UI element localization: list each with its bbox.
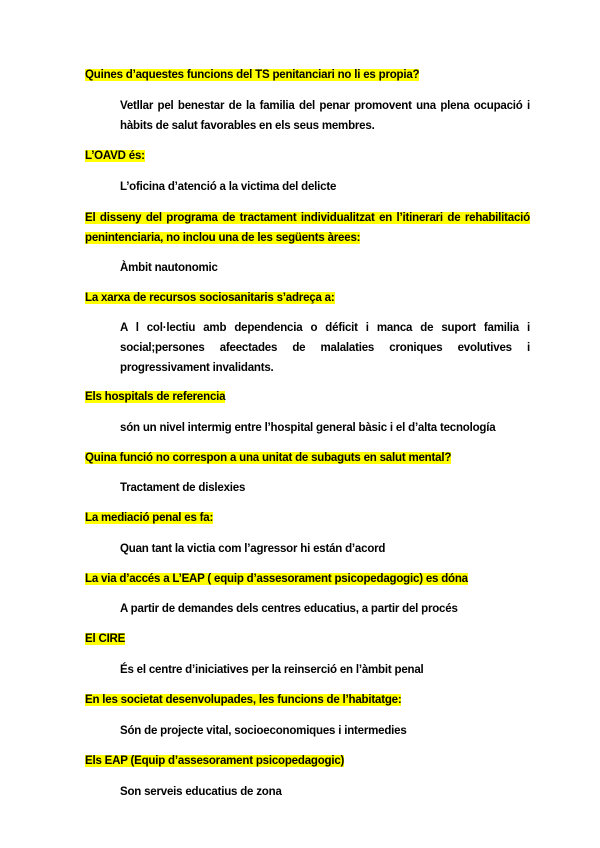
- question-11: Els EAP (Equip d’assesorament psicopedagogic): [85, 755, 345, 767]
- answer-10: Són de projecte vital, socioeconomiques i intermedies: [120, 725, 407, 737]
- question-2: L’OAVD és:: [85, 150, 145, 162]
- question-3: El disseny del programa de tractament individualitzat en l’itinerari de rehabilitació penintenciaria, no inclou una de les següents àrees:: [85, 212, 530, 244]
- question-5: Els hospitals de referencia: [85, 391, 226, 403]
- question-10: En les societat desenvolupades, les funcions de l’habitatge:: [85, 694, 402, 706]
- question-4: La xarxa de recursos sociosanitaris s’adreça a:: [85, 292, 335, 304]
- answer-8: A partir de demandes dels centres educatius, a partir del procés: [120, 603, 458, 615]
- question-9: El CIRE: [85, 633, 126, 645]
- answer-2: L’oficina d’atenció a la victima del delicte: [120, 181, 337, 193]
- question-6: Quina funció no correspon a una unitat de subaguts en salut mental?: [85, 452, 452, 464]
- answer-9: És el centre d’iniciatives per la reinserció en l’àmbit penal: [120, 664, 424, 676]
- question-7: La mediació penal es fa:: [85, 512, 214, 524]
- answer-3: Àmbit nautonomic: [120, 262, 218, 274]
- answer-1: Vetllar pel benestar de la familia del penar promovent una plena ocupació i hàbits de salut favorables en els seus membres.: [120, 100, 530, 132]
- answer-11: Son serveis educatius de zona: [120, 786, 282, 798]
- answer-7: Quan tant la victia com l’agressor hi están d’acord: [120, 543, 386, 555]
- question-8: La via d’accés a L’EAP ( equip d’assesorament psicopedagogic) es dóna: [85, 573, 468, 585]
- answer-4: A l col·lectiu amb dependencia o déficit i manca de suport familia i social;persones afeectades de malalaties croniques evolutives i progressivament invalidants.: [120, 322, 530, 374]
- answer-5: són un nivel intermig entre l’hospital general bàsic i el d’alta tecnología: [120, 422, 496, 434]
- question-1: Quines d’aquestes funcions del TS penitanciari no li es propia?: [85, 69, 420, 81]
- answer-6: Tractament de dislexies: [120, 482, 246, 494]
